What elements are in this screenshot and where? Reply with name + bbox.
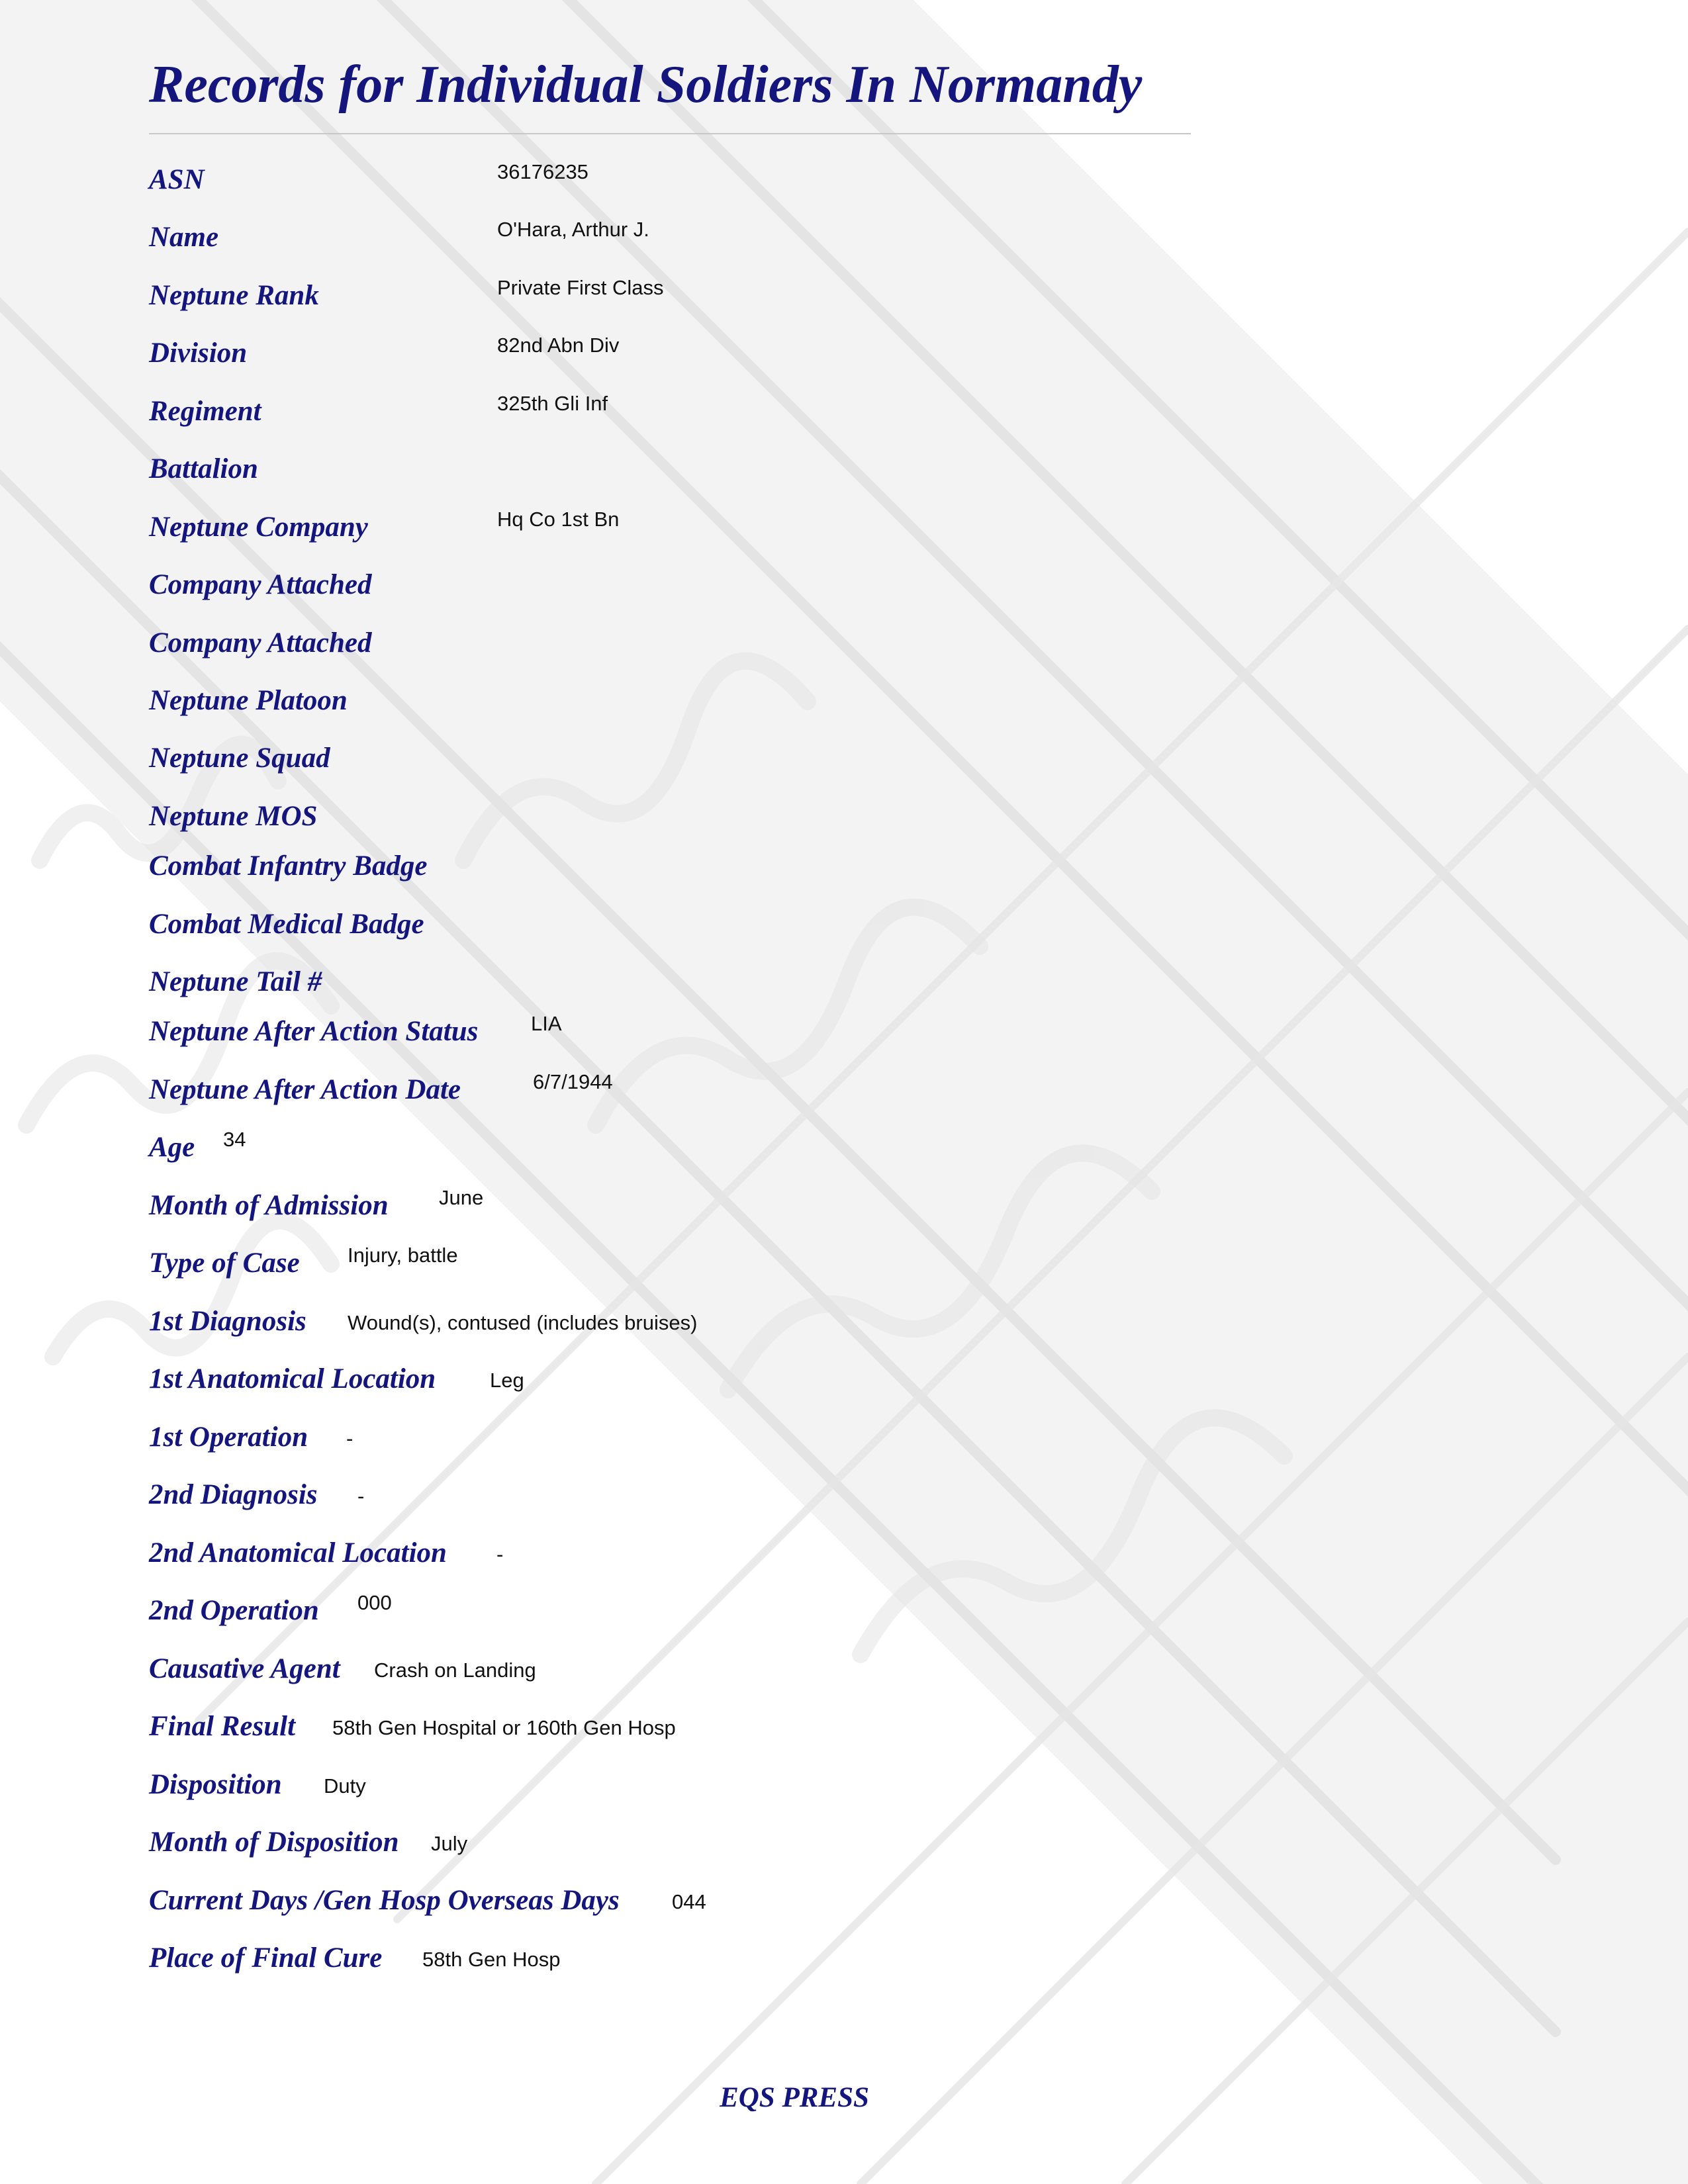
field-value: 6/7/1944 [533, 1070, 613, 1093]
field-label: Month of Disposition [149, 1827, 399, 1858]
field-value: 82nd Abn Div [497, 334, 620, 357]
field-value: Leg [490, 1369, 524, 1392]
field-label: Neptune Squad [149, 743, 330, 774]
field-value: O'Hara, Arthur J. [497, 218, 649, 241]
field-value: Private First Class [497, 276, 664, 299]
field-label: Causative Agent [149, 1653, 340, 1684]
field-value: Wound(s), contused (includes bruises) [348, 1311, 698, 1334]
field-label: Type of Case [149, 1248, 300, 1279]
field-label: Combat Medical Badge [149, 909, 424, 940]
field-label: Month of Admission [149, 1190, 389, 1221]
page-title: Records for Individual Soldiers In Normandy [149, 56, 1143, 114]
field-value: Crash on Landing [374, 1659, 536, 1682]
field-label: Neptune After Action Date [149, 1074, 461, 1105]
field-label: 2nd Anatomical Location [149, 1537, 447, 1569]
field-label: Regiment [149, 396, 261, 427]
field-label: ASN [149, 164, 205, 195]
field-value: 044 [672, 1890, 706, 1913]
field-label: Name [149, 222, 219, 253]
field-label: Neptune MOS [149, 801, 318, 832]
field-value: - [357, 1484, 365, 1508]
field-value: Injury, battle [348, 1244, 458, 1267]
field-label: Age [149, 1132, 195, 1163]
field-label: Final Result [149, 1711, 296, 1742]
field-label: Neptune Company [149, 512, 368, 543]
field-label: Neptune Platoon [149, 685, 348, 716]
field-label: Neptune Tail # [149, 966, 322, 997]
field-value: July [431, 1832, 468, 1855]
field-label: 1st Anatomical Location [149, 1363, 436, 1394]
field-value: 000 [357, 1591, 392, 1614]
field-label: Battalion [149, 453, 258, 484]
field-value: 58th Gen Hosp [422, 1948, 561, 1971]
field-label: Current Days /Gen Hosp Overseas Days [149, 1885, 620, 1916]
field-label: Disposition [149, 1769, 282, 1800]
field-label: Neptune After Action Status [149, 1016, 479, 1047]
field-value: - [496, 1543, 504, 1566]
field-label: Combat Infantry Badge [149, 850, 428, 882]
field-value: Duty [324, 1774, 366, 1797]
field-label: Place of Final Cure [149, 1942, 383, 1974]
title-divider [149, 133, 1191, 134]
field-value: Hq Co 1st Bn [497, 508, 620, 531]
field-value: 36176235 [497, 160, 588, 183]
footer-publisher: EQS PRESS [720, 2082, 869, 2113]
field-label: 2nd Diagnosis [149, 1479, 318, 1510]
field-label: Company Attached [149, 569, 372, 600]
field-value: 34 [223, 1128, 246, 1151]
field-label: Division [149, 338, 248, 369]
field-value: 325th Gli Inf [497, 392, 608, 415]
field-label: Company Attached [149, 627, 372, 659]
field-label: 2nd Operation [149, 1595, 319, 1626]
field-label: 1st Diagnosis [149, 1306, 306, 1337]
field-label: Neptune Rank [149, 280, 319, 311]
field-value: LIA [531, 1012, 562, 1035]
field-value: June [439, 1186, 484, 1209]
field-value: 58th Gen Hospital or 160th Gen Hosp [332, 1716, 676, 1739]
field-label: 1st Operation [149, 1422, 308, 1453]
field-value: - [346, 1427, 353, 1450]
